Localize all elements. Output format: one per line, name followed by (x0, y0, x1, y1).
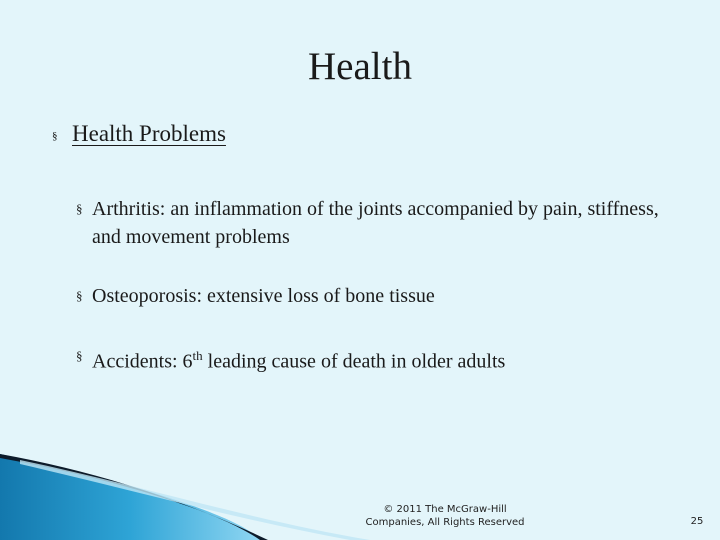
bullet-text: Health Problems (72, 121, 226, 146)
bullet-marker: § (76, 348, 83, 363)
copyright-line: © 2011 The McGraw-Hill (383, 504, 507, 515)
decorative-swoosh (0, 440, 370, 540)
bullet-marker: § (52, 130, 58, 142)
bullet-marker: § (76, 288, 83, 303)
text-part: Accidents: 6 (92, 350, 193, 373)
bullet-marker: § (76, 201, 83, 216)
superscript: th (192, 348, 203, 363)
copyright-line: Companies, All Rights Reserved (365, 517, 525, 528)
sub-bullet-text: Arthritis: an inflammation of the joints accompanied by pain, stiffness, and movement problems (92, 198, 659, 248)
text-part: leading cause of death in older adults (202, 350, 506, 373)
page-number: 25 (690, 516, 704, 527)
slide-title: Health (308, 45, 412, 88)
copyright-notice (355, 503, 535, 529)
sub-bullet-text: Osteoporosis: extensive loss of bone tissue (92, 285, 435, 307)
sub-bullet-text (92, 342, 672, 376)
